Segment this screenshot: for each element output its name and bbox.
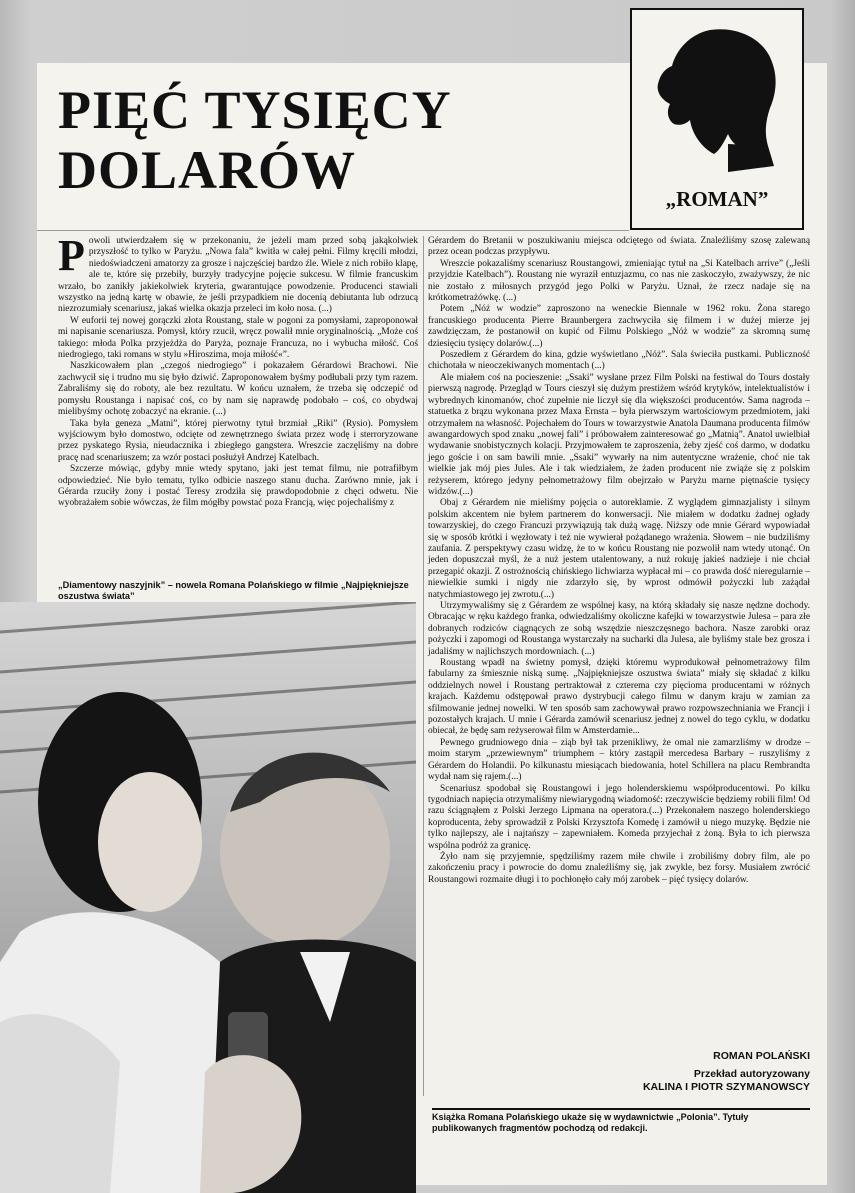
film-still-photo: [0, 602, 416, 1193]
article-title-text: PIĘĆ TYSIĘCY DOLARÓW: [58, 80, 450, 200]
right-column: [428, 236, 810, 886]
paragraph: Pewnego grudniowego dnia – ziąb był tak przenikliwy, że omal nie zamarzliśmy w drodze – moim starym „przewiewnym” triumphem – który zastąpił mercedesa Barbary – ruszyliśmy z Gérardem do Holandii. Po kilkunastu miesiącach biedowania, hotel Schillera na placu Rembrandta wydał nam się rajem.(...): [428, 737, 810, 783]
paragraph: Poszedłem z Gérardem do kina, gdzie wyświetlano „Nóż”. Sala świeciła pustkami. Publiczność chichotała w nieoczekiwanych momentach (...): [428, 350, 810, 372]
translation-label: Przekład autoryzowany: [693, 1068, 810, 1080]
paragraph-text: owoli utwierdzałem się w przekonaniu, że jeżeli mam przed sobą jakąkolwiek przyszłość to tylko w Paryżu. „Nowa fala” kwitła w całej pełni. Filmy kręcili młodzi, niedoświadczeni amatorzy za grosze i najczęściej bardzo źle. Wiele z nich robiło klapę, ale te, które się przebiły, burzyły tradycyjne pojęcie sukcesu. W filmie francuskim wrzało, bo zanikły jakiekolwiek kryteria, gwarantujące powodzenie. Producenci stawiali wszystko na jedną kartę w obawie, że jeśli przypadkiem nie docenią debiutanta lub odrzucą niezrozumiały scenariusz, jakaś wielka okazja przeleci im koło nosa. (...): [58, 236, 418, 315]
left-column: [58, 231, 418, 510]
paragraph: Scenariusz spodobał się Roustangowi i jego holenderskiemu współproducentowi. Po kilku tygodniach napięcia otrzymaliśmy niewiarygodną wiadomość: rzeczywiście będziemy robili film! Od razu ściągnąłem z Polski Jerzego Lipmana na operatora.(...) Przekonałem naszego holenderskiego koproducenta, żeby sprowadził z Polski Krzysztofa Komedę i zamówił u niego muzykę. Będzie nie tylko najlepszy, ale i najtańszy – zapewniałem. Komeda przyjechał z żoną. Była to ich pierwsza wspólna podróż za granicę.: [428, 783, 810, 851]
paragraph: Roustang wpadł na świetny pomysł, dzięki któremu wyprodukował pełnometrażowy film fabularny za śmiesznie niską sumę. „Najpiękniejsze oszustwa świata” miały się składać z kilku oddzielnych nowel i Roustang pertraktował z czterema czy pięcioma producentami w różnych krajach. Każdemu odstępował prawo dystrybucji całego filmu w danym kraju w zamian za sfilmowanie jednej nowelki. W ten sposób sam zachowywał prawo rozpowszechniania we Francji i pozostałych krajach. U mnie i Gérarda zamówił scenariusz jednej z nowel do tego cyklu, w dodatku obiecał, że będę sam reżyserował film w Amsterdamie...: [428, 658, 810, 737]
woman-silhouette-icon: [632, 16, 802, 186]
paragraph: Żyło nam się przyjemnie, spędziliśmy razem miłe chwile i zrobiliśmy dobry film, ale po zakończeniu pracy i powrocie do domu znaleźliśmy się, jak zwykle, bez forsy. Musiałem zwrócić Roustangowi rozmaite długi i to pochłonęło cały mój zarobek – pięć tysięcy dolarów.: [428, 851, 810, 885]
paragraph: W euforii tej nowej gorączki złota Roustang, stale w pogoni za pomysłami, zaproponował mi napisanie scenariusza. Pomysł, który rzucił, wręcz powalił mnie oryginalnością. „Może coś takiego: młoda Polka przyjeżdża do Paryża, poznaje Francuza, no i wybucha miłość. Coś niedrogiego, taki romans w stylu »Hiroszima, moja miłość«”.: [58, 315, 418, 361]
film-still-illustration: [0, 602, 416, 1193]
paragraph: Taka była geneza „Matni”, której pierwotny tytuł brzmiał „Riki” (Rysio). Pomysłem wyjściowym było domostwo, odcięte od zewnętrznego świata przez wodę i sterroryzowane przez pyskatego Rysia, nieudacznika i zbiegłego gangstera. Wreszcie zaczęliśmy na dobre pracę nad scenariuszem; za wzór postaci posłużył Andrzej Katelbach.: [58, 418, 418, 463]
dropcap: P: [58, 231, 85, 280]
paragraph: Gérardem do Bretanii w poszukiwaniu miejsca odciętego od świata. Znaleźliśmy szosę zalewaną przez ocean podczas przypływu.: [428, 236, 810, 258]
paragraph: Ale miałem coś na pocieszenie: „Ssaki” wysłane przez Film Polski na festiwal do Tours dostały pierwszą nagrodę. Przegląd w Tours cieszył się dużym prestiżem wśród krytyków, intelektualistów i wybrednych kinomanów, choć zupełnie nie liczył się dla większości producentów. Sama nagroda – statuetka z brązu wykonana przez Maxa Ernsta – była pierwszym wartościowym przedmiotem, jaki otrzymałem na własność. Pojechałem do Tours w towarzystwie Anatola Daumana producenta filmów awangardowych spod znaku „nowej fali” i próbowałem zainteresować go „Matnią”. Anatol uwielbiał wydawanie snobistycznych kolacji. Przyjmowałem te zaproszenia, żeby zjeść coś darmo, w dodatku jego goście i on sam bawili mnie. „Ssaki” wywarły na nim autentyczne wrażenie, choć nie tak wielkie jak mój pies Jules. Ale i tak wiedziałem, że żaden producent nie zwiąże się z polskim reżyserem, którego jedyny pełnometrażowy film obejrzało w Paryżu marne piętnaście tysięcy widzów.(...): [428, 372, 810, 497]
paragraph: Utrzymywaliśmy się z Gérardem ze wspólnej kasy, na którą składały się nasze nędzne dochody. Obracając w ręku każdego franka, odwiedzaliśmy okoliczne kafejki w towarzystwie Julesa – para złe dobranych rodziców ciągnących ze sobą wszędzie nieszczęsnego bachora. Nasze zarobki oraz pożyczki i zapomogi od Roustanga wystarczały na sucharki dla Julesa, ale byliśmy stale bez grosza i jadaliśmy w najlichszych mordowniach. (...): [428, 601, 810, 657]
paragraph: Obaj z Gérardem nie mieliśmy pojęcia o autoreklamie. Z wyglądem gimnazjalisty i silnym polskim akcentem nie byłem partnerem do konwersacji. Nie miałem w dodatku żadnej ogłady towarzyskiej, do czego Francuzi przywiązują tak dużą wagę. Niższy ode mnie Gérard wypowiadał się w sposób krótki i węzłowaty i też nie wywierał pożądanego wrażenia. Słowem – nie budziliśmy zaufania. Z perspektywy czasu widzę, że to w końcu Roustang nie pozwolił nam wtedy utonąć. On jeden dopuszczał myśl, że a nuż jestem utalentowany, a nuż rokuję jakieś nadzieje i nie chciał przegapić okazji. Z ostrożnością chińskiego lichwiarza wypłacał mi – co prawda dość nieregularnie – niewielkie sumki i nigdy nie zdarzyło się, by wprost odmówił pożyczki lub zażądał natychmiastowego jej zwrotu.(...): [428, 498, 810, 600]
publisher-footnote: Książka Romana Polańskiego ukaże się w wydawnictwie „Polonia”. Tytuły publikowanych fragmentów pochodzą od redakcji.: [432, 1108, 810, 1134]
paragraph: Szczerze mówiąc, gdyby mnie wtedy spytano, jaki jest temat filmu, nie potrafiłbym odpowiedzieć. Nie było tematu, tylko odbicie naszego stanu ducha. Zarówno mnie, jak i Gérarda rzuciły żony i postać Teresy zrodziła się prawdopodobnie z chęci odwetu. Nie wyobrażałem sobie wówczas, że film mógłby powstać poza Francją, więc pojechaliśmy z: [58, 464, 418, 509]
paragraph: Wreszcie pokazaliśmy scenariusz Roustangowi, zmieniając tytuł na „Si Katelbach arrive” („Jeśli przyjdzie Katelbach”). Roustang nie wyraził entuzjazmu, co nas nie zaskoczyło, zważywszy, że nic nie zostało z miłosnych przygód jego Polki w Paryżu. Uznał, że rzecz nadaje się na krótkometrażówkę. (...): [428, 258, 810, 304]
translators: KALINA I PIOTR SZYMANOWSCY: [642, 1081, 810, 1093]
series-caption: „ROMAN”: [665, 187, 769, 211]
author-name: ROMAN POLAŃSKI: [713, 1050, 810, 1062]
column-divider: [423, 236, 424, 1096]
paragraph: Naszkicowałem plan „czegoś niedrogiego” i pokazałem Gérardowi Brachowi. Nie zachwycił się i trudno mu się było dziwić. Zaproponowałem byśmy podłubali przy tym razem. Zabraliśmy się do roboty, ale bez rezultatu. W końcu uznałem, że trzeba się odczepić od pomysłu Roustanga i napisać coś, co by nam się naprawdę podobało – coś, co obydwaj mielibyśmy ochotę zobaczyć na ekranie. (...): [58, 361, 418, 418]
photo-caption: „Diamentowy naszyjnik” – nowela Romana Polańskiego w filmie „Najpiękniejsze oszustwa świata”: [58, 580, 409, 601]
series-emblem: [630, 8, 804, 230]
article-title: [58, 80, 488, 200]
paragraph: [58, 231, 418, 316]
paragraph: Potem „Nóż w wodzie” zaproszono na weneckie Biennale w 1962 roku. Żona starego francuskiego producenta Pierre Braunbergera zachwyciła się filmem i w dużej mierze jej zawdzięczam, że postanowił on kupić od Filmu Polskiego „Nóż w wodzie” za skromną sumę dziesięciu tysięcy dolarów.(...): [428, 304, 810, 349]
